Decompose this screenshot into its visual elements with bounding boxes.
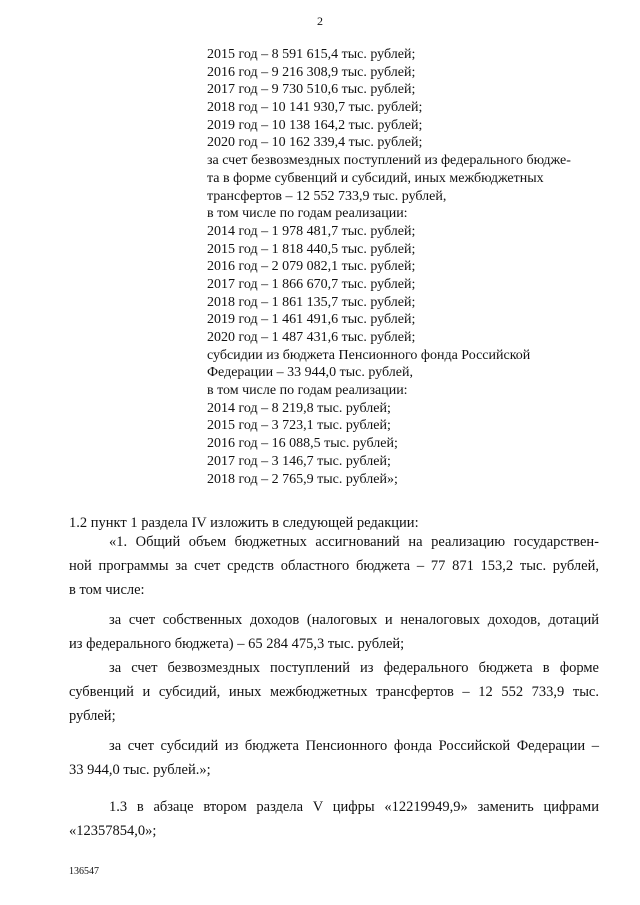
- list-line: в том числе по годам реализации:: [207, 383, 408, 399]
- paragraph-1-2: 1.2 пункт 1 раздела IV изложить в следующей редакции:: [69, 515, 419, 531]
- paragraph-line: за счет собственных доходов (налоговых и неналоговых доходов, дотаций: [109, 612, 599, 628]
- list-line: та в форме субвенций и субсидий, иных межбюджетных: [207, 170, 544, 186]
- list-line: 2016 год – 16 088,5 тыс. рублей;: [207, 436, 398, 452]
- list-line: 2014 год – 8 219,8 тыс. рублей;: [207, 400, 391, 416]
- list-line: 2018 год – 10 141 930,7 тыс. рублей;: [207, 100, 423, 116]
- paragraph-line: 1.3 в абзаце втором раздела V цифры «12219949,9» заменить цифрами: [109, 799, 599, 815]
- paragraph-line: 33 944,0 тыс. рублей.»;: [69, 762, 211, 778]
- list-line: субсидии из бюджета Пенсионного фонда Российской: [207, 347, 531, 363]
- paragraph-line: ной программы за счет средств областного бюджета – 77 871 153,2 тыс. рублей,: [69, 558, 599, 574]
- list-line: 2019 год – 10 138 164,2 тыс. рублей;: [207, 117, 423, 133]
- paragraph-federal-transfers: [69, 656, 599, 728]
- funding-list: [207, 46, 607, 488]
- list-line: 2017 год – 3 146,7 тыс. рублей;: [207, 453, 391, 469]
- list-line: за счет безвозмездных поступлений из федерального бюдже-: [207, 153, 571, 169]
- list-line: 2015 год – 1 818 440,5 тыс. рублей;: [207, 241, 416, 257]
- document-code: 136547: [69, 866, 99, 877]
- list-line: 2019 год – 1 461 491,6 тыс. рублей;: [207, 312, 416, 328]
- paragraph-total-volume: [69, 530, 599, 602]
- paragraph-1-3: [69, 795, 599, 843]
- paragraph-line: из федерального бюджета) – 65 284 475,3 тыс. рублей;: [69, 636, 405, 652]
- paragraph-line: рублей;: [69, 708, 116, 724]
- paragraph-line: «12357854,0»;: [69, 823, 157, 839]
- list-line: в том числе по годам реализации:: [207, 206, 408, 222]
- paragraph-pension-fund: [69, 734, 599, 782]
- list-line: 2016 год – 2 079 082,1 тыс. рублей;: [207, 259, 416, 275]
- paragraph-line: за счет безвозмездных поступлений из федерального бюджета в форме: [109, 660, 599, 676]
- list-line: 2017 год – 1 866 670,7 тыс. рублей;: [207, 276, 416, 292]
- list-line: Федерации – 33 944,0 тыс. рублей,: [207, 365, 413, 381]
- list-line: 2020 год – 10 162 339,4 тыс. рублей;: [207, 135, 423, 151]
- page-number: 2: [317, 14, 323, 28]
- paragraph-line: «1. Общий объем бюджетных ассигнований на реализацию государствен-: [109, 534, 599, 550]
- list-line: 2015 год – 8 591 615,4 тыс. рублей;: [207, 47, 416, 62]
- list-line: 2014 год – 1 978 481,7 тыс. рублей;: [207, 223, 416, 239]
- list-line: 2020 год – 1 487 431,6 тыс. рублей;: [207, 330, 416, 345]
- paragraph-line: в том числе:: [69, 582, 145, 598]
- list-line: 2017 год – 9 730 510,6 тыс. рублей;: [207, 82, 416, 98]
- paragraph-line: субвенций и субсидий, иных межбюджетных трансфертов – 12 552 733,9 тыс.: [69, 684, 599, 700]
- list-line: 2015 год – 3 723,1 тыс. рублей;: [207, 418, 391, 434]
- list-line: 2016 год – 9 216 308,9 тыс. рублей;: [207, 64, 416, 80]
- list-line: 2018 год – 2 765,9 тыс. рублей»;: [207, 471, 398, 487]
- paragraph-line: за счет субсидий из бюджета Пенсионного фонда Российской Федерации –: [109, 738, 599, 754]
- list-line: 2018 год – 1 861 135,7 тыс. рублей;: [207, 294, 416, 310]
- paragraph-own-revenue: [69, 608, 599, 656]
- list-line: трансфертов – 12 552 733,9 тыс. рублей,: [207, 188, 447, 204]
